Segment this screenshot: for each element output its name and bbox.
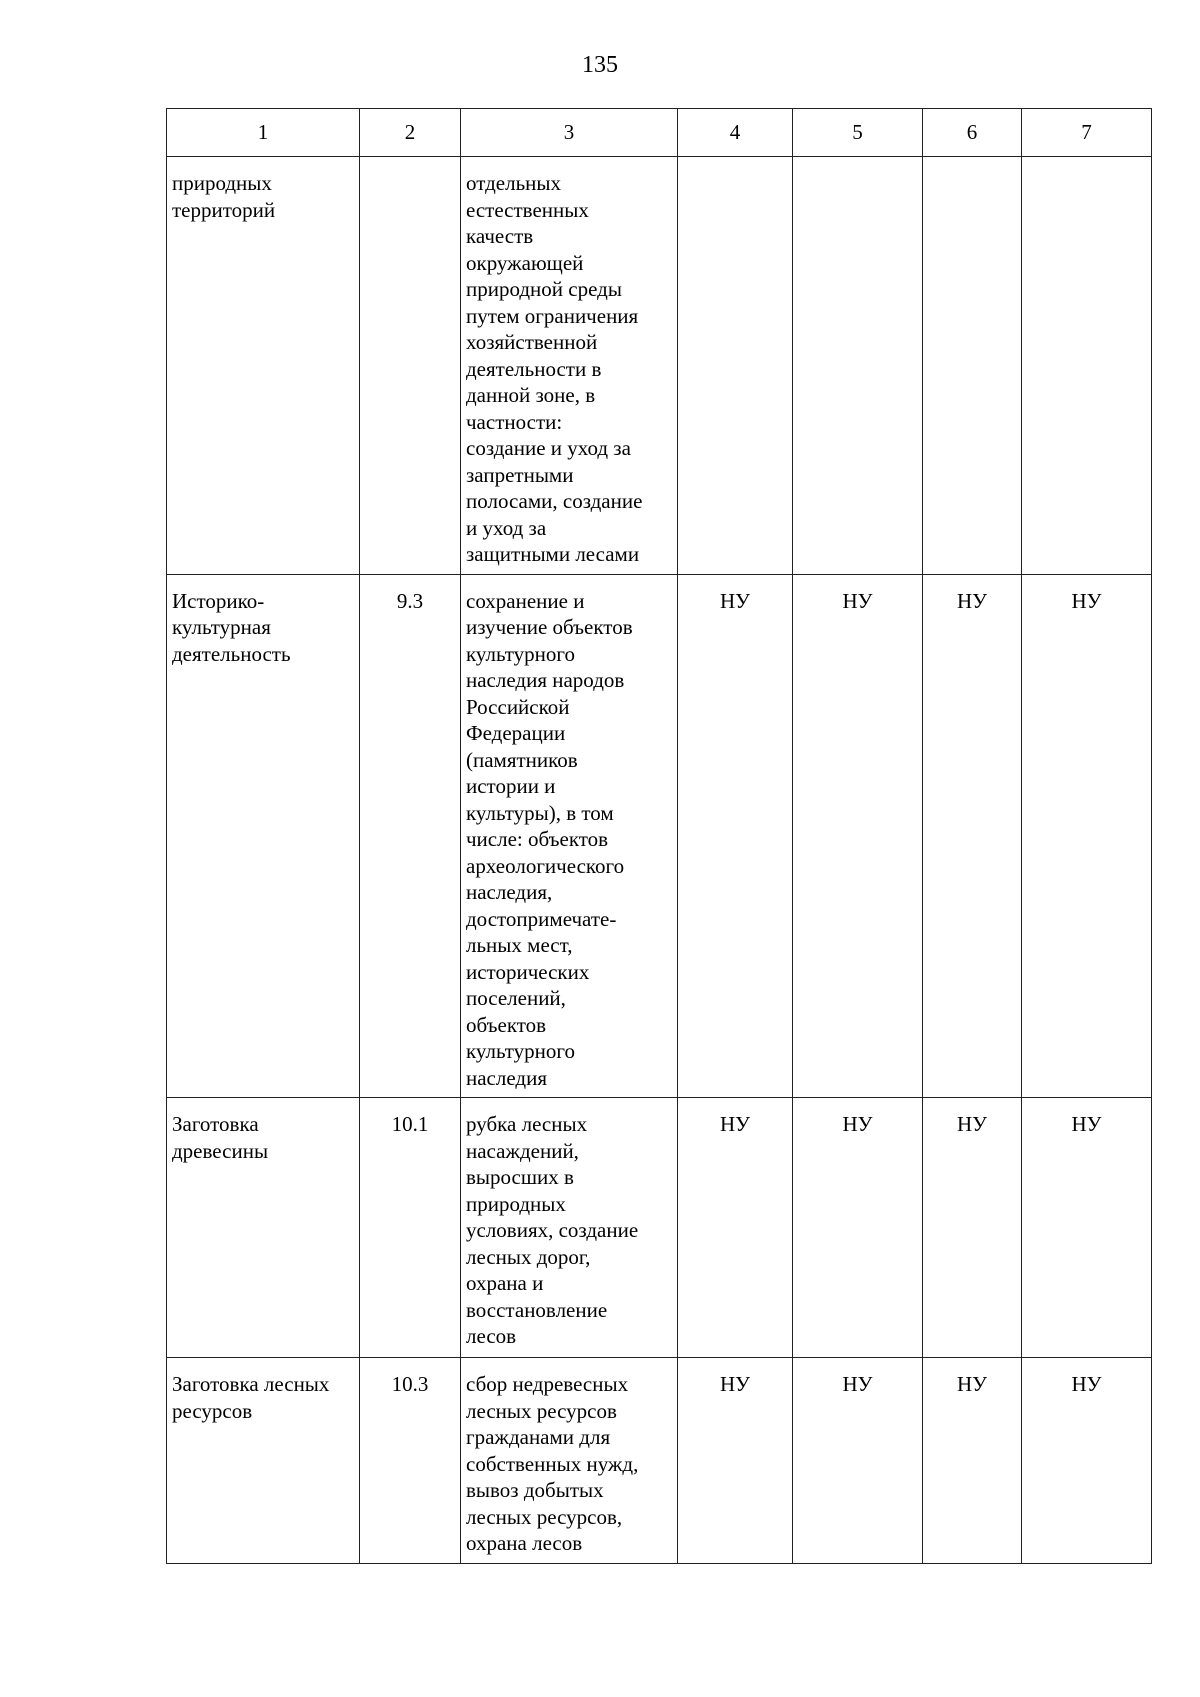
table-row bbox=[167, 157, 1152, 575]
table-row bbox=[167, 574, 1152, 1098]
use-type-description: сохранение и изучение объектов культурного наследия народов Российской Федерации (памятников истории и культуры), в том числе: объектов археологического наследия, достопримечате- льных мест, исторических поселений, объектов культурного наследия bbox=[461, 574, 678, 1098]
zone-value-6: НУ bbox=[923, 1098, 1022, 1358]
use-type-name: природных территорий bbox=[167, 157, 360, 575]
use-type-code: 10.1 bbox=[360, 1098, 461, 1358]
zone-value-5: НУ bbox=[793, 1098, 923, 1358]
zone-value-7: НУ bbox=[1022, 1098, 1152, 1358]
column-header-3: 3 bbox=[461, 109, 678, 157]
zone-value-7 bbox=[1022, 157, 1152, 575]
zone-value-6: НУ bbox=[923, 574, 1022, 1098]
zone-value-5: НУ bbox=[793, 1358, 923, 1564]
zone-value-6: НУ bbox=[923, 1358, 1022, 1564]
use-type-code: 10.3 bbox=[360, 1358, 461, 1564]
zone-value-5: НУ bbox=[793, 574, 923, 1098]
column-header-7: 7 bbox=[1022, 109, 1152, 157]
land-use-table bbox=[166, 108, 1152, 1564]
column-header-5: 5 bbox=[793, 109, 923, 157]
zone-value-7: НУ bbox=[1022, 574, 1152, 1098]
table-row bbox=[167, 1098, 1152, 1358]
use-type-description: сбор недревесных лесных ресурсов гражданами для собственных нужд, вывоз добытых лесных ресурсов, охрана лесов bbox=[461, 1358, 678, 1564]
use-type-code: 9.3 bbox=[360, 574, 461, 1098]
page-number: 135 bbox=[582, 52, 618, 78]
use-type-description: рубка лесных насаждений, выросших в природных условиях, создание лесных дорог, охрана и восстановление лесов bbox=[461, 1098, 678, 1358]
table-row bbox=[167, 1358, 1152, 1564]
use-type-name: Историко- культурная деятельность bbox=[167, 574, 360, 1098]
use-type-description: отдельных естественных качеств окружающей природной среды путем ограничения хозяйственной деятельности в данной зоне, в частности: создание и уход за запретными полосами, создание и уход за защитными лесами bbox=[461, 157, 678, 575]
column-header-6: 6 bbox=[923, 109, 1022, 157]
table-header-row bbox=[167, 109, 1152, 157]
zone-value-6 bbox=[923, 157, 1022, 575]
use-type-name: Заготовка древесины bbox=[167, 1098, 360, 1358]
zone-value-4: НУ bbox=[678, 1098, 793, 1358]
zone-value-7: НУ bbox=[1022, 1358, 1152, 1564]
zone-value-4: НУ bbox=[678, 574, 793, 1098]
column-header-1: 1 bbox=[167, 109, 360, 157]
zone-value-4: НУ bbox=[678, 1358, 793, 1564]
column-header-4: 4 bbox=[678, 109, 793, 157]
zone-value-4 bbox=[678, 157, 793, 575]
zone-value-5 bbox=[793, 157, 923, 575]
use-type-name: Заготовка лесных ресурсов bbox=[167, 1358, 360, 1564]
column-header-2: 2 bbox=[360, 109, 461, 157]
use-type-code bbox=[360, 157, 461, 575]
